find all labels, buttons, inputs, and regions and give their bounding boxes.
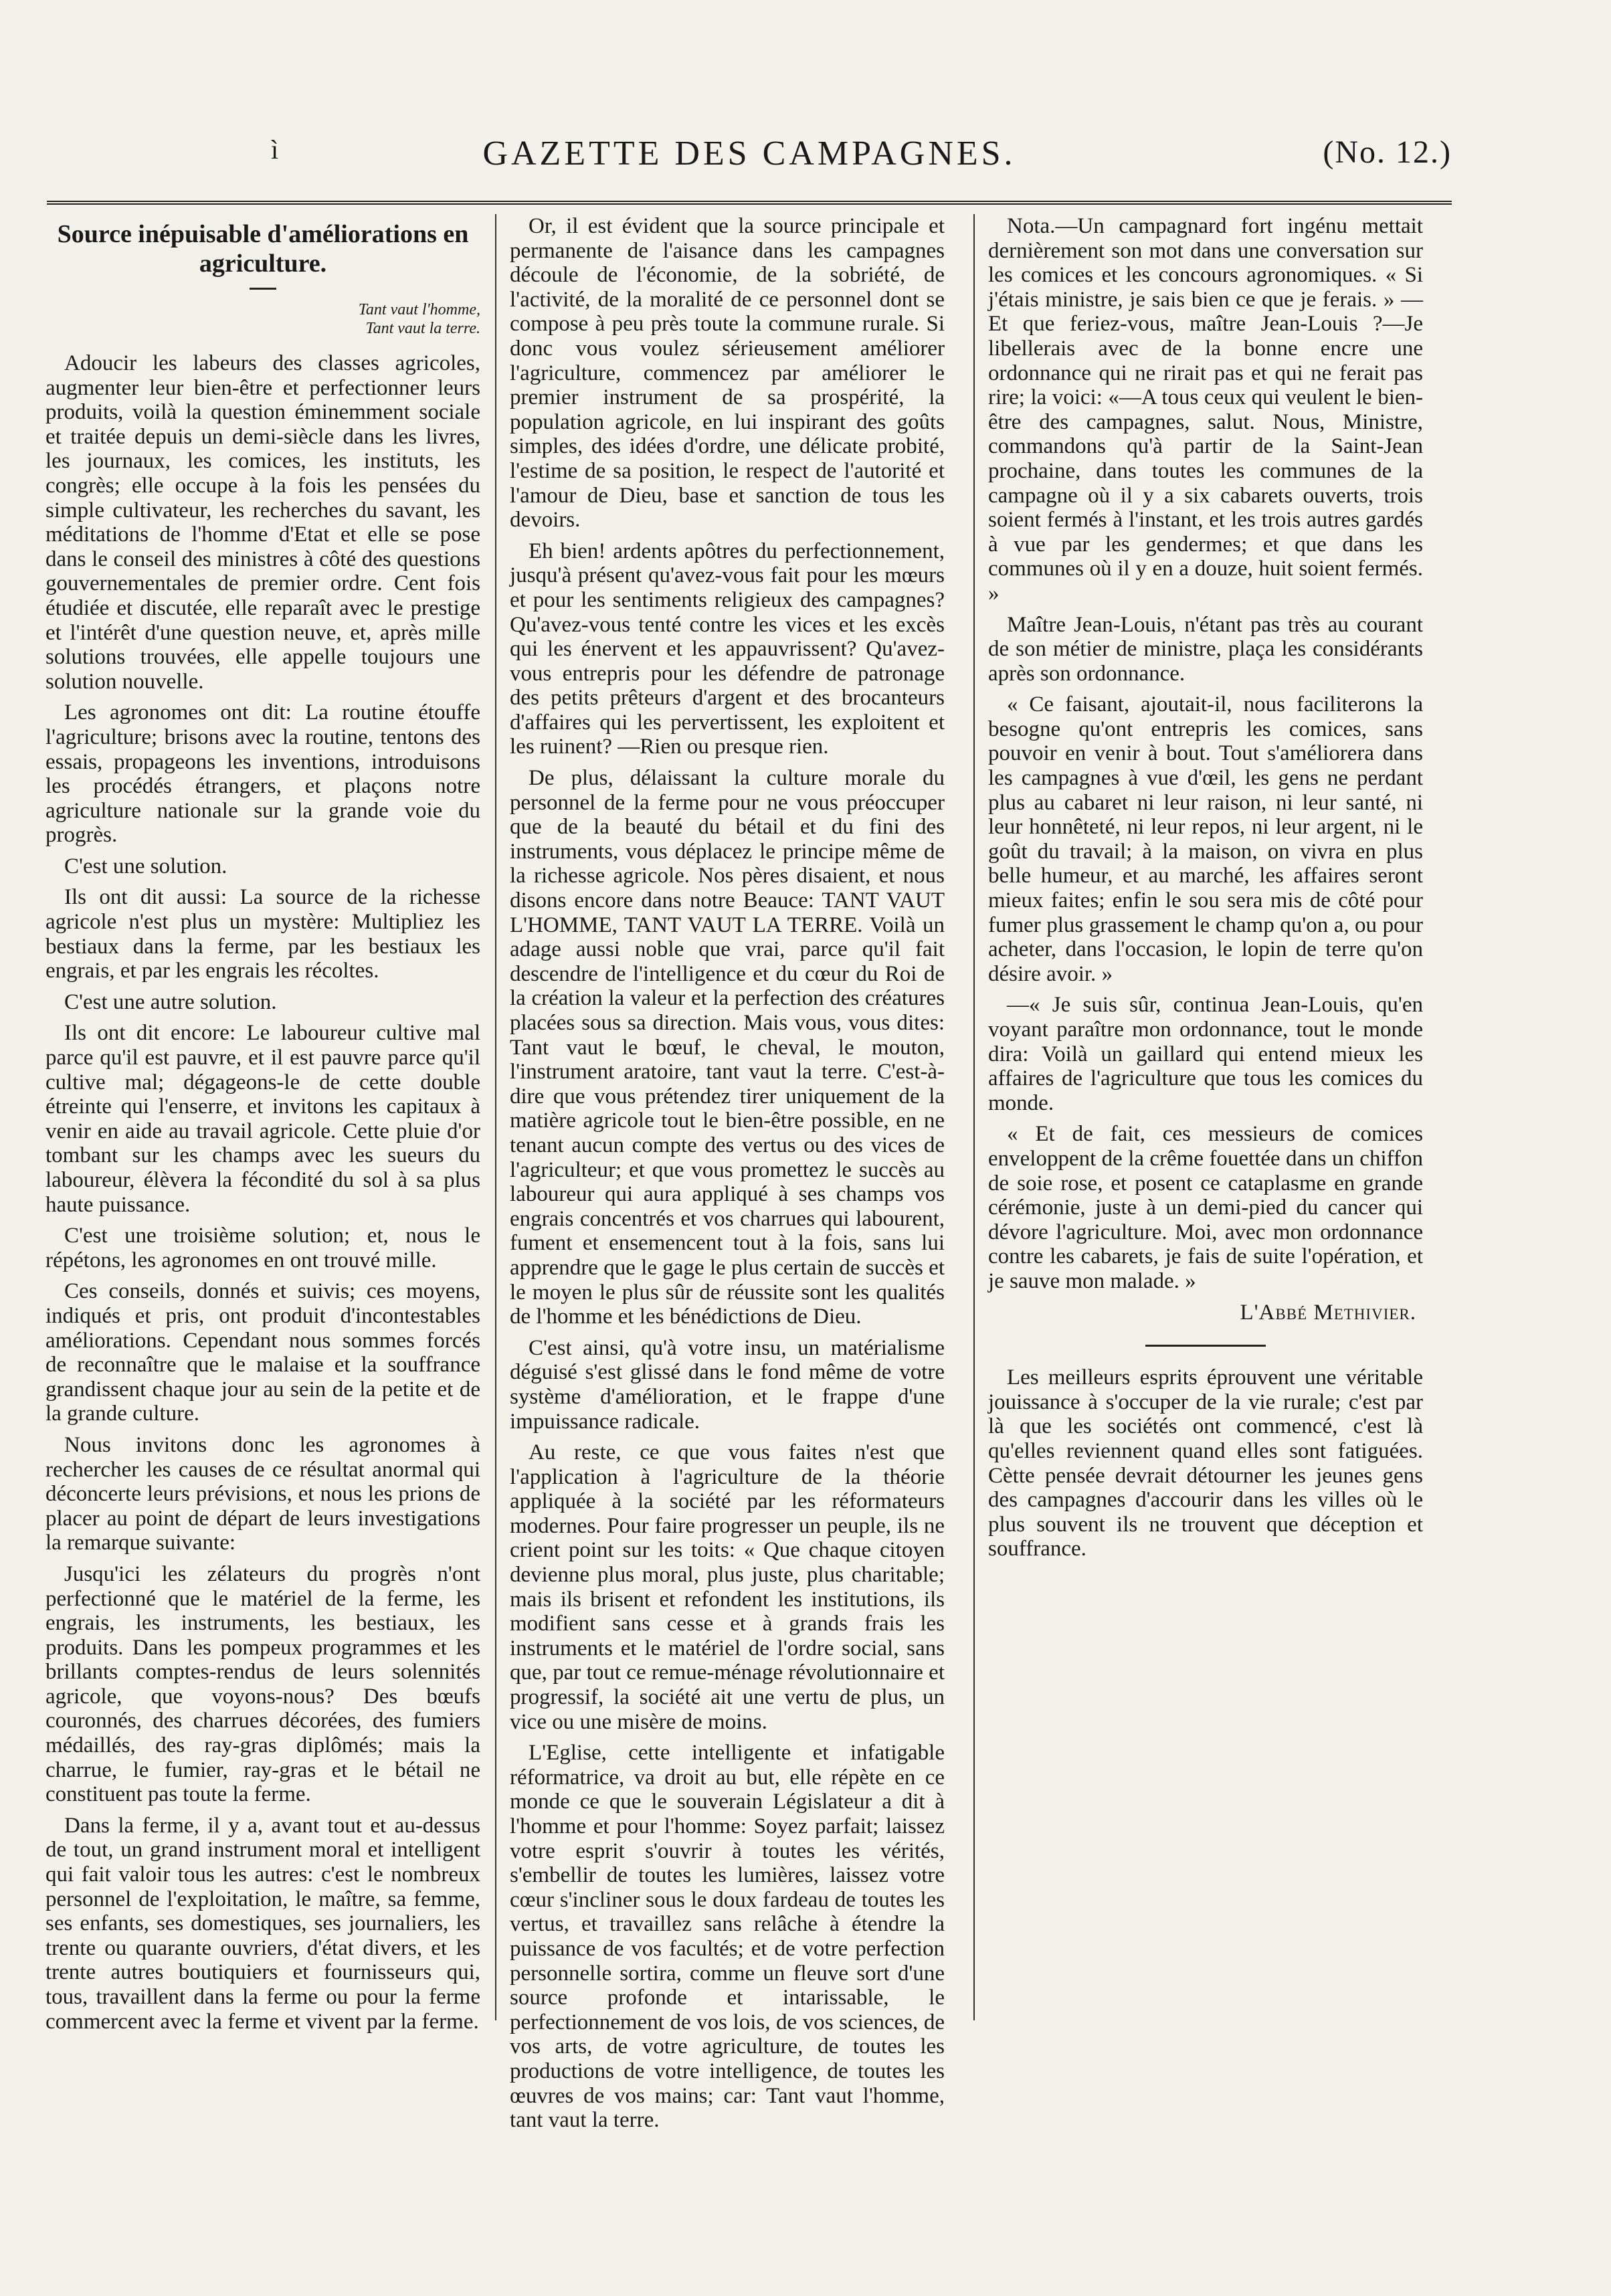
paragraph: C'est une solution. — [64, 854, 227, 878]
paragraph: Dans la ferme, il y a, avant tout et au-dessus de tout, un grand instrument moral et intelligent qui fait valoir tous les autres: c'est le nombreux personnel de l'exploitation, le maître, sa femme, ses enfants, ses domestiques, ses journaliers, les trente ou quarante ouvriers, d'état divers, et les trente autres boutiquiers et fournisseurs qui, tous, travaillent dans la ferme ou pour la ferme commercent avec la ferme et vivent par la ferme. — [45, 1813, 480, 2034]
article-separator — [1145, 1345, 1266, 1347]
paragraph: Jusqu'ici les zélateurs du progrès n'ont perfectionné que le matériel de la ferme, les engrais, les instruments, les bestiaux, les produits. Dans les pompeux programmes et les brillants comptes-rendus de leurs solennités agricole, que voyons-nous? Des bœufs couronnés, des charrues décorées, des fumiers médaillés, des ray-gras diplômés; mais la charrue, le fumier, ray-gras et le bétail ne constituent pas toute la ferme. — [45, 1561, 480, 1807]
epigraph-line: Tant vaut l'homme, — [358, 301, 480, 318]
page-mark: ì — [271, 134, 279, 165]
paragraph: De plus, délaissant la culture morale du personnel de la ferme pour ne vous préoccuper que de la beauté du bétail et du fini des instruments, vous déplacez le principe même de la richesse agricole. Nos pères disaient, et nous disons encore dans notre Beauce: TANT VAUT L'HOMME, TANT VAUT LA TERRE. Voilà un adage aussi noble que vrai, parce qu'il fait descendre de l'intelligence et du cœur du Roi de la création la valeur et la perfection des créatures placées sous sa direction. Mais vous, vous dites: Tant vaut le bœuf, le cheval, le mouton, l'instrument aratoire, tant vaut la terre. C'est-à-dire que vous prétendez tirer uniquement de la matière agricole tout le bien-être possible, en ne tenant aucun compte des vertus ou des vices de l'agriculteur; et que vous promettez le succès au laboureur qui aura appliqué à ses champs vos engrais concentrés et vos charrues qui labourent, fument et ensemencent tout à la fois, sans lui apprendre que le gage le plus certain de succès et le moyen le plus sûr de réussite sont les qualités de l'homme et les bénédictions de Dieu. — [510, 766, 945, 1329]
column-divider — [495, 214, 496, 2020]
paragraph: Nota.—Un campagnard fort ingénu mettait dernièrement son mot dans une conversation sur les comices et les concours agronomiques. « Si j'étais ministre, je sais bien ce que je ferais. » —Et que feriez-vous, maître Jean-Louis ?—Je libellerais avec de la bonne encre une ordonnance qui ne rirait pas et qui ne ferait pas rire; la voici: «—A tous ceux qui veulent le bien-être des campagnes, salut. Nous, Ministre, commandons qu'à partir de la Saint-Jean prochaine, dans toutes les communes de la campagne où il y a six cabarets ouverts, trois soient fermés à l'instant, et les trois autres gardés à vue par les gendermes; et que dans les communes où il y en a douze, huit soient fermés. » — [988, 214, 1423, 605]
paragraph: « Et de fait, ces messieurs de comices enveloppent de la crême fouettée dans un chiffon de soie rose, et posent ce cataplasme en grande cérémonie, juste à un demi-pied du cancer qui dévore l'agriculture. Moi, avec mon ordonnance contre les cabarets, je fais de suite l'opération, et je sauve mon malade. » — [988, 1122, 1423, 1293]
column-divider — [973, 214, 975, 2020]
paragraph: Ces conseils, donnés et suivis; ces moyens, indiqués et pris, ont produit d'incontestables améliorations. Cependant nous sommes forcés de reconnaître que le malaise et la souffrance grandissent chaque jour au sein de la petite et de la grande culture. — [45, 1279, 480, 1426]
paragraph: Eh bien! ardents apôtres du perfectionnement, jusqu'à présent qu'avez-vous fait pour les mœurs et pour les sentiments religieux des campagnes? Qu'avez-vous tenté contre les vices et les excès qui les énervent et les appauvrissent? Qu'avez-vous entrepris pour les défendre de patronage des petits prêteurs d'argent et des brocanteurs d'affaires qui les pervertissent, les exploitent et les ruinent? —Rien ou presque rien. — [510, 539, 945, 759]
paragraph: Nous invitons donc les agronomes à rechercher les causes de ce résultat anormal qui déconcerte leurs prévisions, et nous les prions de placer au point de départ de leurs investigations la remarque suivante: — [45, 1432, 480, 1555]
page-header — [47, 134, 1452, 187]
article-title: Source inépuisable d'améliorations en agriculture. — [57, 220, 469, 278]
epigraph-line: Tant vaut la terre. — [365, 320, 480, 337]
paragraph: Maître Jean-Louis, n'étant pas très au courant de son métier de ministre, plaça les considérants après son ordonnance. — [988, 612, 1423, 686]
newspaper-title: GAZETTE DES CAMPAGNES. — [482, 134, 1016, 173]
paragraph: C'est ainsi, qu'à votre insu, un matérialisme déguisé s'est glissé dans le fond même de votre système d'amélioration, et le frappe d'une impuissance radicale. — [510, 1335, 945, 1434]
author-signature: L'Abbé Methivier. — [1240, 1300, 1416, 1325]
paragraph: C'est une troisième solution; et, nous le répétons, les agronomes en ont trouvé mille. — [45, 1224, 480, 1272]
header-rule — [47, 201, 1452, 205]
paragraph: Les agronomes ont dit: La routine étouffe l'agriculture; brisons avec la routine, tentons des essais, propageons les inventions, introduisons les procédés étrangers, et plaçons notre agriculture nationale sur la grande voie du progrès. — [45, 700, 480, 848]
title-rule — [250, 288, 276, 290]
paragraph: Or, il est évident que la source principale et permanente de l'aisance dans les campagnes découle de l'économie, de la sobriété, de l'activité, de la moralité de ce personnel dont se compose à peu près toute la commune rurale. Si donc vous voulez sérieusement améliorer l'agriculture, commencez par améliorer le premier instrument de sa prospérité, la population agricole, en lui inspirant des goûts simples, des idées d'ordre, une délicate probité, l'estime de sa position, le respect de l'autorité et l'amour de Dieu, base et sanction de tous les devoirs. — [510, 214, 945, 533]
paragraph: L'Eglise, cette intelligente et infatigable réformatrice, va droit au but, elle répète en ce monde ce que le souverain Législateur a dit à l'homme et pour l'homme: Soyez parfait; laissez votre esprit s'ouvrir à toutes les vérités, s'embellir de toutes les lumières, laissez votre cœur s'incliner sous le doux fardeau de toutes les vertus, et travaillez sans relâche à étendre la puissance de vos facultés; et de votre perfection personnelle sortira, comme un fleuve sort d'une source profonde et intarissable, le perfectionnement de vos lois, de vos sciences, de vos arts, de votre agriculture, de toutes les productions de votre intelligence, de toutes les œuvres de vos mains; car: Tant vaut l'homme, tant vaut la terre. — [510, 1741, 945, 2133]
column-2 — [510, 214, 945, 2133]
paragraph: « Ce faisant, ajoutait-il, nous faciliterons la besogne qu'ont entrepris les comices, sans pouvoir en venir à bout. Tout s'améliorera dans les campagnes à vue d'œil, les gens ne perdant plus au cabaret ni leur raison, ni leur santé, ni leur honnêteté, ni leur repos, ni leur argent, ni le goût du travail; à la maison, on vivra en plus belle humeur, et au marché, les affaires seront mieux faites; enfin le sou sera mis de côté pour fumer plus grassement le champ qu'on a, ou pour acheter, dans l'occasion, le lopin de terre qu'on désire avoir. » — [988, 692, 1423, 986]
paragraph: Au reste, ce que vous faites n'est que l'application à l'agriculture de la théorie appliquée à la société par les réformateurs modernes. Pour faire progresser un peuple, ils ne crient point sur les toits: « Que chaque citoyen devienne plus moral, plus juste, plus charitable; mais ils brisent et refondent les institutions, ils modifient sans cesse et à grands frais les instruments et le matériel de l'ordre social, sans que, par tout ce remue-ménage révolutionnaire et progressif, la société ait une vertu de plus, un vice ou une misère de moins. — [510, 1440, 945, 1734]
column-1 — [45, 214, 480, 2034]
paragraph: —« Je suis sûr, continua Jean-Louis, qu'en voyant paraître mon ordonnance, tout le monde dira: Voilà un gaillard qui entend mieux les affaires de l'agriculture que tous les comices du monde. — [988, 993, 1423, 1115]
paragraph: Adoucir les labeurs des classes agricoles, augmenter leur bien-être et perfectionner leurs produits, voilà la question éminemment sociale et traitée depuis un demi-siècle dans les livres, les journaux, les comices, les instituts, les congrès; elle occupe à la fois les pensées du simple cultivateur, les recherches du savant, les méditations de l'homme d'Etat et elle se pose dans le conseil des ministres à côté des questions gouvernementales de premier ordre. Cent fois étudiée et discutée, elle reparaît avec le prestige et l'intérêt d'une question neuve, et, après mille solutions trouvées, elle appelle toujours une solution nouvelle. — [45, 351, 480, 694]
paragraph: Ils ont dit aussi: La source de la richesse agricole n'est plus un mystère: Multipliez les bestiaux dans la ferme, par les bestiaux les engrais, et par les engrais les récoltes. — [45, 885, 480, 983]
column-3 — [988, 214, 1423, 1994]
paragraph: C'est une autre solution. — [64, 989, 277, 1014]
epigraph — [45, 300, 480, 338]
paragraph: Ils ont dit encore: Le laboureur cultive mal parce qu'il est pauvre, et il est pauvre parce qu'il cultive mal; dégageons-le de cette double étreinte qui l'enserre, et invitons les capitaux à venir en aide au travail agricole. Cette pluie d'or tombant sur les champs avec les sueurs du laboureur, élèvera la fécondité du sol à sa plus haute puissance. — [45, 1021, 480, 1217]
paragraph: Les meilleurs esprits éprouvent une véritable jouissance à s'occuper de la vie rurale; c'est par là que les sociétés ont commencé, c'est là qu'elles reviennent quand elles sont fatiguées. Cètte pensée devrait détourner les jeunes gens des campagnes d'accourir dans les villes où le plus souvent ils ne trouvent que déception et souffrance. — [988, 1365, 1423, 1561]
issue-number: (No. 12.) — [1323, 134, 1452, 170]
